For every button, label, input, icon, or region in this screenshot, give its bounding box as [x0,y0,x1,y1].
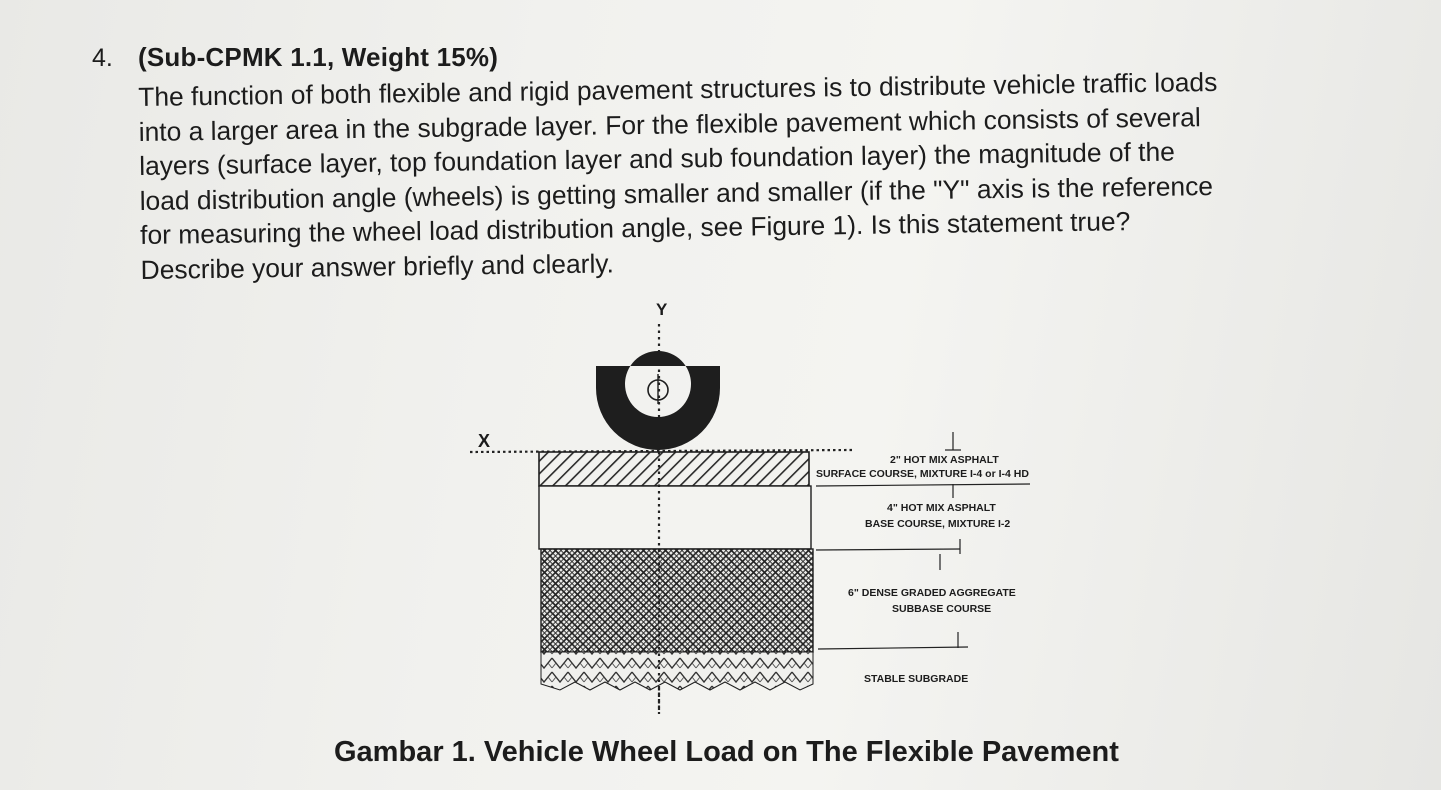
question-line: The function of both flexible and rigid pavement structures is to distribute vehicle traffic loads [138,66,1218,112]
base-course-layer [539,486,811,549]
base-label-1: 4" HOT MIX ASPHALT [887,502,996,514]
subgrade-label: STABLE SUBGRADE [864,673,969,685]
subbase-label-2: SUBBASE COURSE [892,603,992,615]
question-line: layers (surface layer, top foundation layer and sub foundation layer) the magnitude of the [138,136,1176,181]
question-line: for measuring the wheel load distribution angle, see Figure 1). Is this statement true? [139,206,1131,250]
surface-course-layer [539,452,809,486]
subgrade-layer [541,652,813,690]
layer-divider-line [816,484,1030,486]
layer-divider-line [818,647,968,649]
y-axis-label: Y [656,300,668,319]
subbase-course-layer [541,549,813,652]
question-line: load distribution angle (wheels) is getting smaller and smaller (if the "Y" axis is the reference [139,170,1214,216]
surface-label-1: 2" HOT MIX ASPHALT [890,454,999,466]
pavement-figure [440,292,1080,722]
question-header: (Sub-CPMK 1.1, Weight 15%) [138,42,499,72]
layer-divider-line [816,549,960,550]
question-number: 4. [92,44,113,72]
question-text [138,63,1391,287]
question-line: Describe your answer briefly and clearly. [140,247,615,285]
figure-caption: Gambar 1. Vehicle Wheel Load on The Flexible Pavement [334,736,1119,768]
base-label-2: BASE COURSE, MIXTURE I-2 [865,518,1011,530]
x-axis-label: X [478,431,491,451]
question-line: into a larger area in the subgrade layer. For the flexible pavement which consists of several [138,101,1201,147]
surface-label-2: SURFACE COURSE, MIXTURE I-4 or I-4 HD [816,468,1029,480]
pavement-diagram [440,292,1080,722]
subbase-label-1: 6" DENSE GRADED AGGREGATE [848,587,1016,599]
